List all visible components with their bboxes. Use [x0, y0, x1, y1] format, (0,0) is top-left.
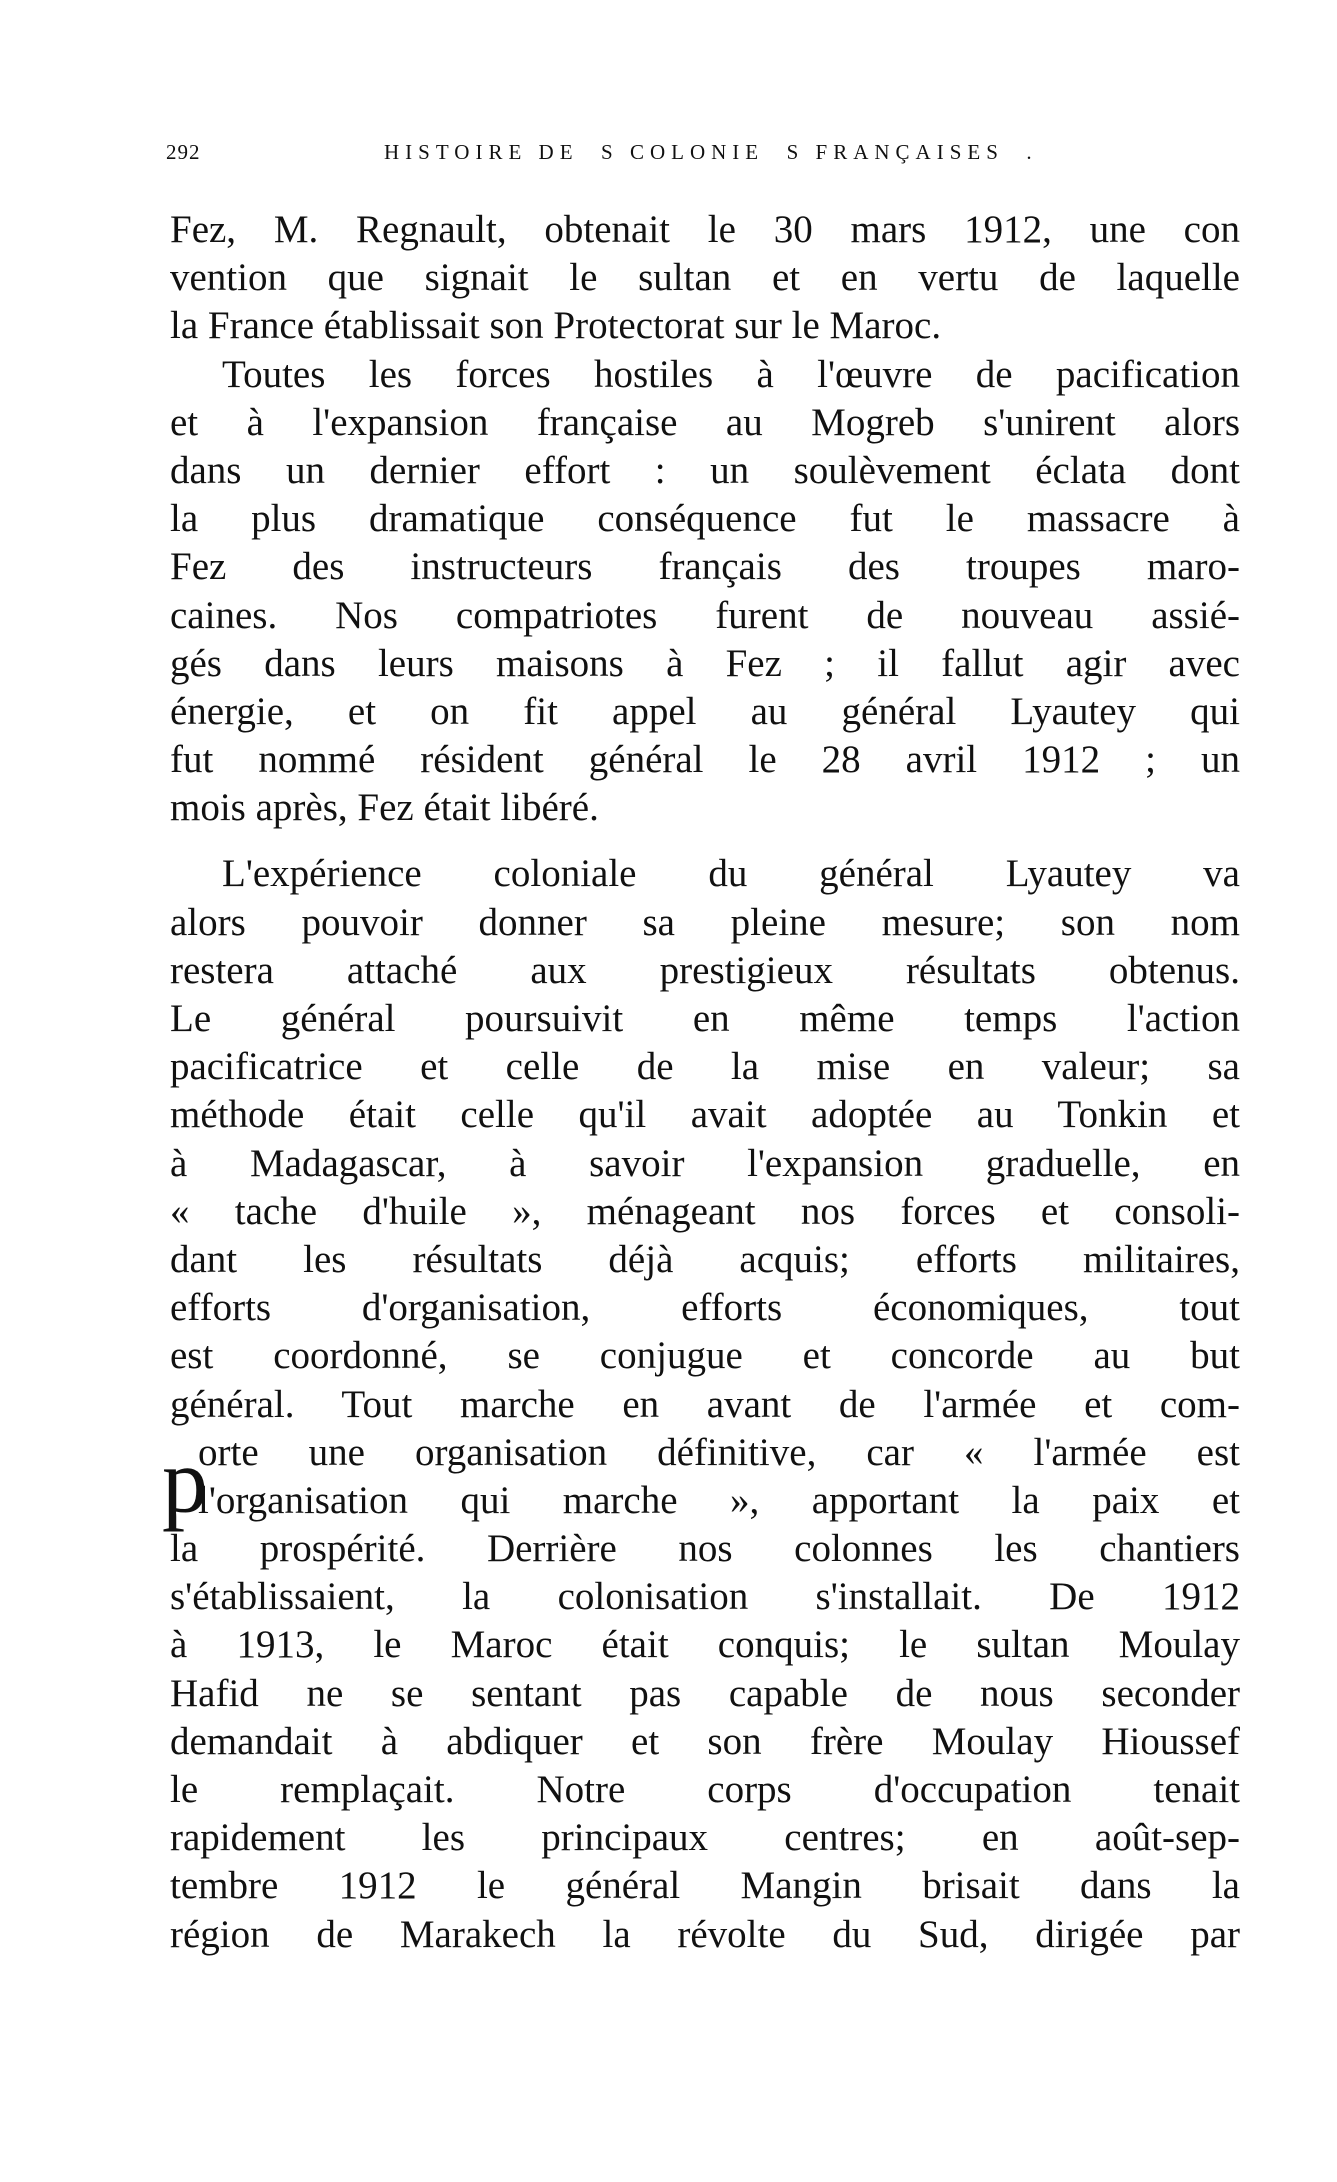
text-line: alors pouvoir donner sa pleine mesure; son nom	[170, 900, 1240, 944]
text-line: efforts d'organisation, efforts économiques, tout	[170, 1286, 1240, 1330]
text-line: est coordonné, se conjugue et concorde au but	[170, 1334, 1240, 1378]
text-line: Fez, M. Regnault, obtenait le 30 mars 1912, une con	[170, 208, 1240, 251]
text-line: dans un dernier effort : un soulèvement éclata dont	[170, 448, 1240, 492]
text-line: général. Tout marche en avant de l'armée et com-	[170, 1382, 1240, 1426]
text-line: orte une organisation définitive, car « l'armée est	[198, 1430, 1240, 1474]
page-header	[166, 140, 1246, 180]
running-title: HISTOIRE DE S COLONIE S FRANÇAISES .	[384, 140, 1038, 164]
text-line: Le général poursuivit en même temps l'action	[170, 997, 1240, 1040]
text-line: à Madagascar, à savoir l'expansion graduelle, en	[170, 1141, 1240, 1185]
text-line: et à l'expansion française au Mogreb s'unirent alors	[170, 400, 1240, 444]
text-line: demandait à abdiquer et son frère Moulay Hioussef	[170, 1719, 1240, 1763]
paragraph	[170, 351, 1240, 833]
text-line: Hafid ne se sentant pas capable de nous seconder	[170, 1671, 1240, 1715]
body-text	[162, 206, 1240, 1959]
text-line: tembre 1912 le général Mangin brisait dans la	[170, 1864, 1240, 1908]
text-line: la plus dramatique conséquence fut le massacre à	[170, 497, 1240, 541]
text-line: dant les résultats déjà acquis; efforts militaires,	[170, 1237, 1240, 1281]
paragraph-gap	[170, 832, 1240, 850]
text-line: le remplaçait. Notre corps d'occupation tenait	[170, 1768, 1240, 1811]
text-line: à 1913, le Maroc était conquis; le sultan Moulay	[170, 1623, 1240, 1667]
text-line: Fez des instructeurs français des troupes maro-	[170, 545, 1240, 589]
text-line: Toutes les forces hostiles à l'œuvre de pacification	[222, 352, 1240, 396]
text-line: la France établissait son Protectorat sur le Maroc.	[170, 304, 942, 348]
text-line: l'organisation qui marche », apportant la paix et	[198, 1478, 1240, 1522]
text-line: vention que signait le sultan et en vertu de laquelle	[170, 256, 1240, 300]
text-line: pacificatrice et celle de la mise en valeur; sa	[170, 1045, 1240, 1089]
paragraph	[170, 206, 1240, 351]
text-line: mois après, Fez était libéré.	[170, 786, 599, 830]
text-line: énergie, et on fit appel au général Lyautey qui	[170, 689, 1240, 733]
text-line: L'expérience coloniale du général Lyautey va	[222, 852, 1240, 896]
dropcap-block	[162, 1429, 1240, 1532]
text-line: caines. Nos compatriotes furent de nouveau assié-	[170, 593, 1240, 637]
text-line: gés dans leurs maisons à Fez ; il fallut agir avec	[170, 641, 1240, 685]
text-line: s'établissaient, la colonisation s'installait. De 1912	[170, 1575, 1240, 1619]
text-line: méthode était celle qu'il avait adoptée au Tonkin et	[170, 1093, 1240, 1137]
paragraph	[162, 850, 1240, 1958]
text-line: rapidement les principaux centres; en août-sep-	[170, 1816, 1240, 1860]
text-line: fut nommé résident général le 28 avril 1912 ; un	[170, 738, 1240, 782]
text-line: restera attaché aux prestigieux résultats obtenus.	[170, 948, 1240, 992]
text-line: la prospérité. Derrière nos colonnes les chantiers	[170, 1527, 1240, 1571]
text-line: région de Marakech la révolte du Sud, dirigée par	[170, 1912, 1240, 1956]
dropcap-letter: p	[162, 1429, 208, 1532]
page-number: 292	[166, 140, 201, 164]
text-line: « tache d'huile », ménageant nos forces et consoli-	[170, 1189, 1240, 1233]
